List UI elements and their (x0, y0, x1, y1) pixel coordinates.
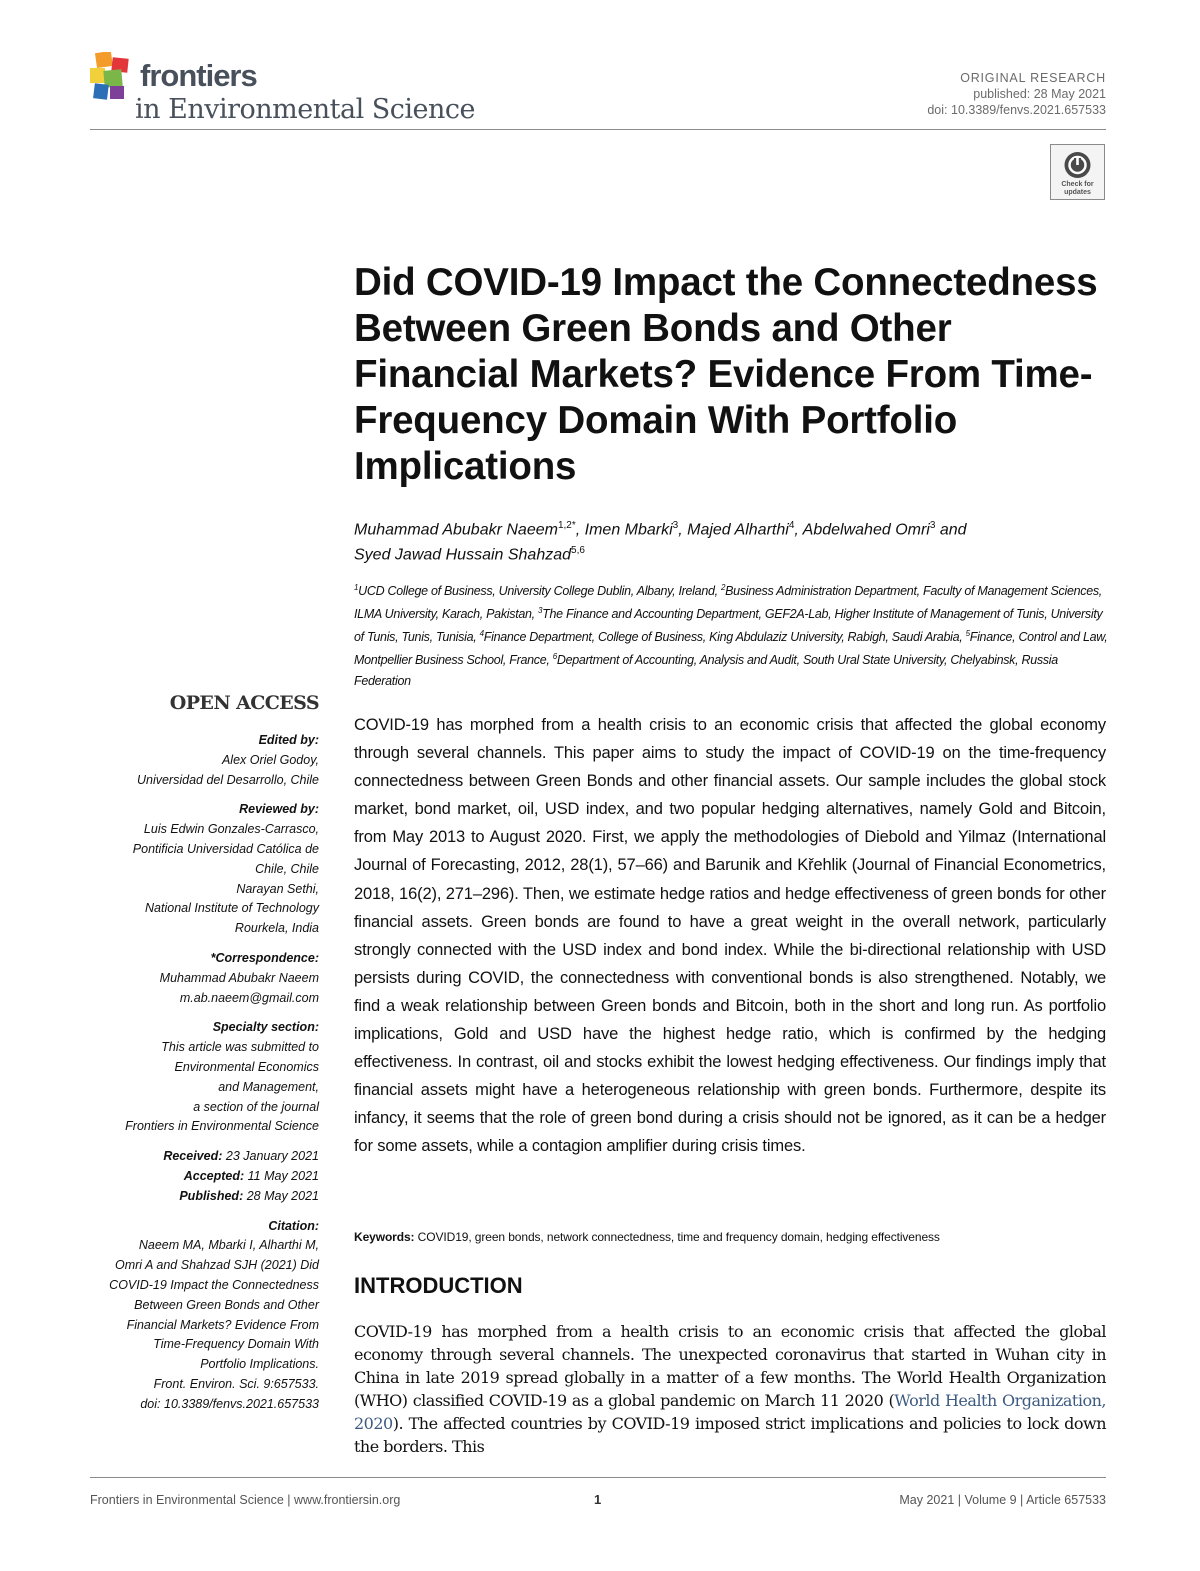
sidebar-line: Universidad del Desarrollo, Chile (136, 772, 319, 787)
sidebar-line: Chile, Chile (255, 861, 319, 876)
author-name[interactable]: Majed Alharthi (687, 521, 789, 539)
affiliation-marker: 6 (552, 652, 557, 662)
sidebar-line: COVID-19 Impact the Connectedness (109, 1277, 319, 1292)
article-type: ORIGINAL RESEARCH (960, 71, 1106, 85)
article-info-sidebar (90, 692, 319, 1415)
author-affiliation-marker: 4 (788, 520, 795, 531)
published-label: Published: (179, 1188, 244, 1203)
author-name[interactable]: Imen Mbarki (584, 521, 673, 539)
sidebar-line: Environmental Economics (174, 1059, 319, 1074)
sidebar-line: Pontificia Universidad Católica de (132, 841, 319, 856)
logo-wordmark: frontiers (140, 58, 257, 93)
footer-divider (90, 1477, 1106, 1478)
affiliation-marker: 3 (538, 606, 543, 616)
reference-link[interactable]: World Health Organization, 2020 (354, 1391, 1107, 1433)
received-date (90, 1147, 319, 1167)
specialty-section (90, 1038, 319, 1137)
article-title: Did COVID-19 Impact the Connectedness Between Green Bonds and Other Financial Markets? Evidence From Time-Frequency Domain With Portfolio Implications (354, 261, 1098, 488)
journal-logo (90, 50, 490, 130)
check-updates-label: Check for updates (1061, 181, 1094, 196)
page-number: 1 (594, 1492, 602, 1507)
keywords (354, 1230, 1114, 1244)
sidebar-line: a section of the journal (193, 1099, 319, 1114)
author-separator: , (678, 521, 688, 539)
keywords-list: COVID19, green bonds, network connectedness, time and frequency domain, hedging effectiveness (414, 1230, 940, 1244)
reviewed-by-label: Reviewed by: (239, 802, 319, 817)
received-label: Received: (163, 1149, 223, 1164)
sidebar-line: Portfolio Implications. (200, 1357, 319, 1372)
author-list (354, 515, 1114, 566)
affiliation-text: Department of Accounting, Analysis and Audit, South Ural State University, Chelyabinsk, Russia Federation (354, 653, 1058, 688)
intro-text-part2: ). The affected countries by COVID-19 imposed strict implications and policies to lock down the borders. This (354, 1414, 1106, 1456)
published-date: published: 28 May 2021 (973, 87, 1106, 101)
author-separator: , (794, 521, 803, 539)
author-name[interactable]: Syed Jawad Hussain Shahzad (354, 546, 572, 564)
sidebar-line: Narayan Sethi, (236, 881, 319, 896)
accepted-value: 11 May 2021 (244, 1168, 319, 1183)
open-access-label: OPEN ACCESS (169, 692, 319, 714)
published-date-sidebar (90, 1187, 319, 1207)
section-heading-introduction: INTRODUCTION (354, 1273, 523, 1298)
sidebar-line: Between Green Bonds and Other (134, 1297, 319, 1312)
sidebar-line: Naeem MA, Mbarki I, Alharthi M, (138, 1238, 319, 1253)
accepted-date (90, 1167, 319, 1187)
article-dates (90, 1147, 319, 1206)
author-affiliation-marker: 3 (929, 520, 936, 531)
affiliation-marker: 1 (354, 583, 359, 592)
author-separator: , (575, 521, 585, 539)
affiliation-text: Finance Department, College of Business, King Abdulaziz University, Rabigh, Saudi Arabia, (483, 630, 966, 645)
author-separator: and (935, 521, 967, 539)
sidebar-line: This article was submitted to (161, 1040, 319, 1055)
affiliation-marker: 2 (720, 583, 726, 592)
affiliation-text: Business Administration Department, Faculty of Management Sciences, ILMA University, Karach, Pakistan, (354, 584, 1102, 622)
check-for-updates-badge[interactable] (1050, 144, 1105, 200)
sidebar-line: Time-Frequency Domain With (153, 1337, 319, 1352)
affiliation-text: Finance, Control and Law, Montpellier Business School, France, (354, 630, 1108, 668)
author-affiliation-marker: 1,2* (557, 520, 576, 531)
reviewed-by (90, 820, 319, 939)
sidebar-line: Frontiers in Environmental Science (125, 1119, 319, 1134)
sidebar-line: Front. Environ. Sci. 9:657533. (153, 1376, 319, 1391)
edited-by (90, 751, 319, 791)
affiliation-text: UCD College of Business, University College Dublin, Albany, Ireland, (358, 584, 721, 599)
frontiers-logo-icon (90, 52, 134, 102)
received-value: 23 January 2021 (222, 1149, 319, 1164)
abstract: COVID-19 has morphed from a health crisis to an economic crisis that affected the global economy through several channels. This paper aims to study the impact of COVID-19 on the time-frequency connectedness between Green Bonds and other financial assets. Our sample includes the global stock market, bond market, oil, USD index, and two popular hedging alternatives, namely Gold and Bitcoin, from May 2013 to August 2020. First, we apply the methodologies of Diebold and Yilmaz (International Journal of Forecasting, 2012, 28(1), 57–66) and Barunik and Křehlik (Journal of Financial Econometrics, 2018, 16(2), 271–296). Then, we estimate hedge ratios and hedge effectiveness of green bonds for other financial assets. Green bonds are found to have a great weight in the overall network, particularly strongly connected with the USD index and bond index. While the bi-directional relationship with USD persists during COVID, the connectedness with conventional bonds is also strengthened. Notably, we find a weak relationship between Green bonds and Bitcoin, both in the short and long run. As portfolio implications, Gold and USD have the highest hedge ratio, which is confirmed by the hedging effectiveness. In contrast, oil and stocks exhibit the lowest hedging effectiveness. Our findings imply that financial assets might have a heterogeneous relationship with green bonds. Furthermore, despite its infancy, it seems that the role of green bond during a crisis should not be ignored, as it can be a hedger for some assets, while a contagion amplifier during crisis times. (354, 716, 1106, 1156)
keywords-label: Keywords: (354, 1230, 415, 1244)
footer-journal-url[interactable]: Frontiers in Environmental Science | www.frontiersin.org (90, 1493, 401, 1507)
affiliation-text: The Finance and Accounting Department, GEF2A-Lab, Higher Institute of Management of Tunis, University of Tunis, Tunis, Tunisia, (354, 607, 1103, 645)
footer-volume-info: May 2021 | Volume 9 | Article 657533 (899, 1493, 1106, 1507)
sidebar-line: and Management, (218, 1079, 319, 1094)
sidebar-line: Rourkela, India (234, 921, 319, 936)
sidebar-line: Omri A and Shahzad SJH (2021) Did (114, 1258, 319, 1273)
author-affiliation-marker: 3 (672, 520, 679, 531)
affiliations (354, 578, 1114, 691)
sidebar-line: doi: 10.3389/fenvs.2021.657533 (140, 1396, 319, 1411)
header-divider (90, 129, 1106, 130)
affiliation-marker: 4 (479, 629, 484, 639)
correspondence[interactable] (90, 969, 319, 1009)
introduction-paragraph (354, 1320, 1106, 1458)
sidebar-line: Alex Oriel Godoy, (221, 752, 319, 767)
author-name[interactable]: Abdelwahed Omri (802, 521, 930, 539)
sidebar-line: Muhammad Abubakr Naeem (159, 970, 319, 985)
specialty-section-label: Specialty section: (212, 1020, 319, 1035)
sidebar-line: Luis Edwin Gonzales-Carrasco, (143, 822, 319, 837)
logo-journal-name: in Environmental Science (135, 94, 476, 125)
intro-text-part1: COVID-19 has morphed from a health crisis to an economic crisis that affected the global economy through several channels. The unexpected coronavirus that started in Wuhan city in China in late 2019 spread globally in a matter of a few months. The World Health Organization (WHO) classified COVID-19 as a global pandemic on March 11 2020 ( (354, 1322, 1106, 1410)
sidebar-line: National Institute of Technology (145, 901, 319, 916)
author-affiliation-marker: 5,6 (571, 545, 585, 557)
sidebar-line: Financial Markets? Evidence From (126, 1317, 319, 1332)
affiliation-marker: 5 (965, 629, 970, 639)
accepted-label: Accepted: (183, 1168, 245, 1183)
citation (90, 1236, 319, 1414)
author-name[interactable]: Muhammad Abubakr Naeem (354, 521, 558, 539)
citation-label: Citation: (268, 1218, 319, 1233)
correspondence-label: *Correspondence: (210, 950, 319, 965)
edited-by-label: Edited by: (258, 733, 319, 747)
published-value: 28 May 2021 (243, 1188, 319, 1203)
sidebar-line: m.ab.naeem@gmail.com (179, 990, 319, 1005)
doi[interactable]: doi: 10.3389/fenvs.2021.657533 (927, 103, 1106, 117)
